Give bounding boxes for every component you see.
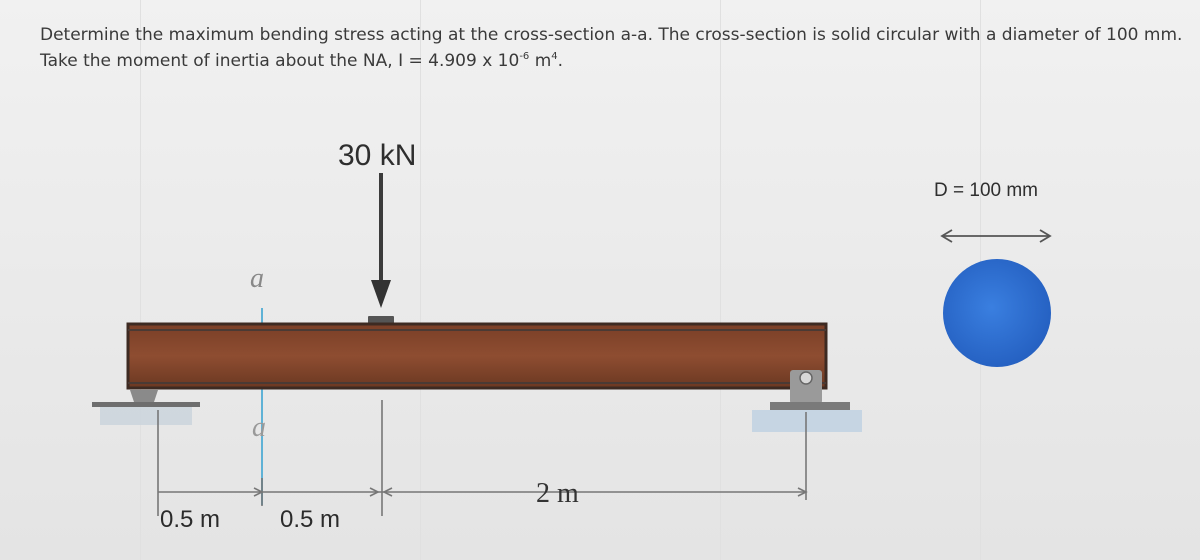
- diameter-arrow: [942, 230, 1050, 242]
- load-label: 30 kN: [338, 139, 417, 172]
- moment-of-inertia-text: Take the moment of inertia about the NA, I = 4.909 x 10: [40, 51, 520, 71]
- inertia-unit-exponent: 4: [551, 51, 558, 62]
- beam: [128, 324, 826, 388]
- load-arrow: [368, 173, 394, 324]
- problem-line-1: Determine the maximum bending stress acting at the cross-section a-a. The cross-section is solid circular with a diameter of 100 mm.: [40, 25, 1183, 45]
- inertia-period: .: [557, 51, 564, 71]
- dimension-label-3: 2 m: [536, 478, 579, 509]
- section-label-top: a: [250, 263, 264, 294]
- circular-cross-section: [943, 259, 1051, 367]
- section-label-bottom: a: [252, 412, 266, 443]
- pin-support: [92, 390, 200, 425]
- inertia-unit: m: [529, 51, 552, 71]
- inertia-exponent: -6: [519, 51, 530, 62]
- dimension-label-1: 0.5 m: [160, 506, 221, 533]
- dimension-label-2: 0.5 m: [280, 506, 341, 533]
- diameter-label: D = 100 mm: [934, 180, 1039, 201]
